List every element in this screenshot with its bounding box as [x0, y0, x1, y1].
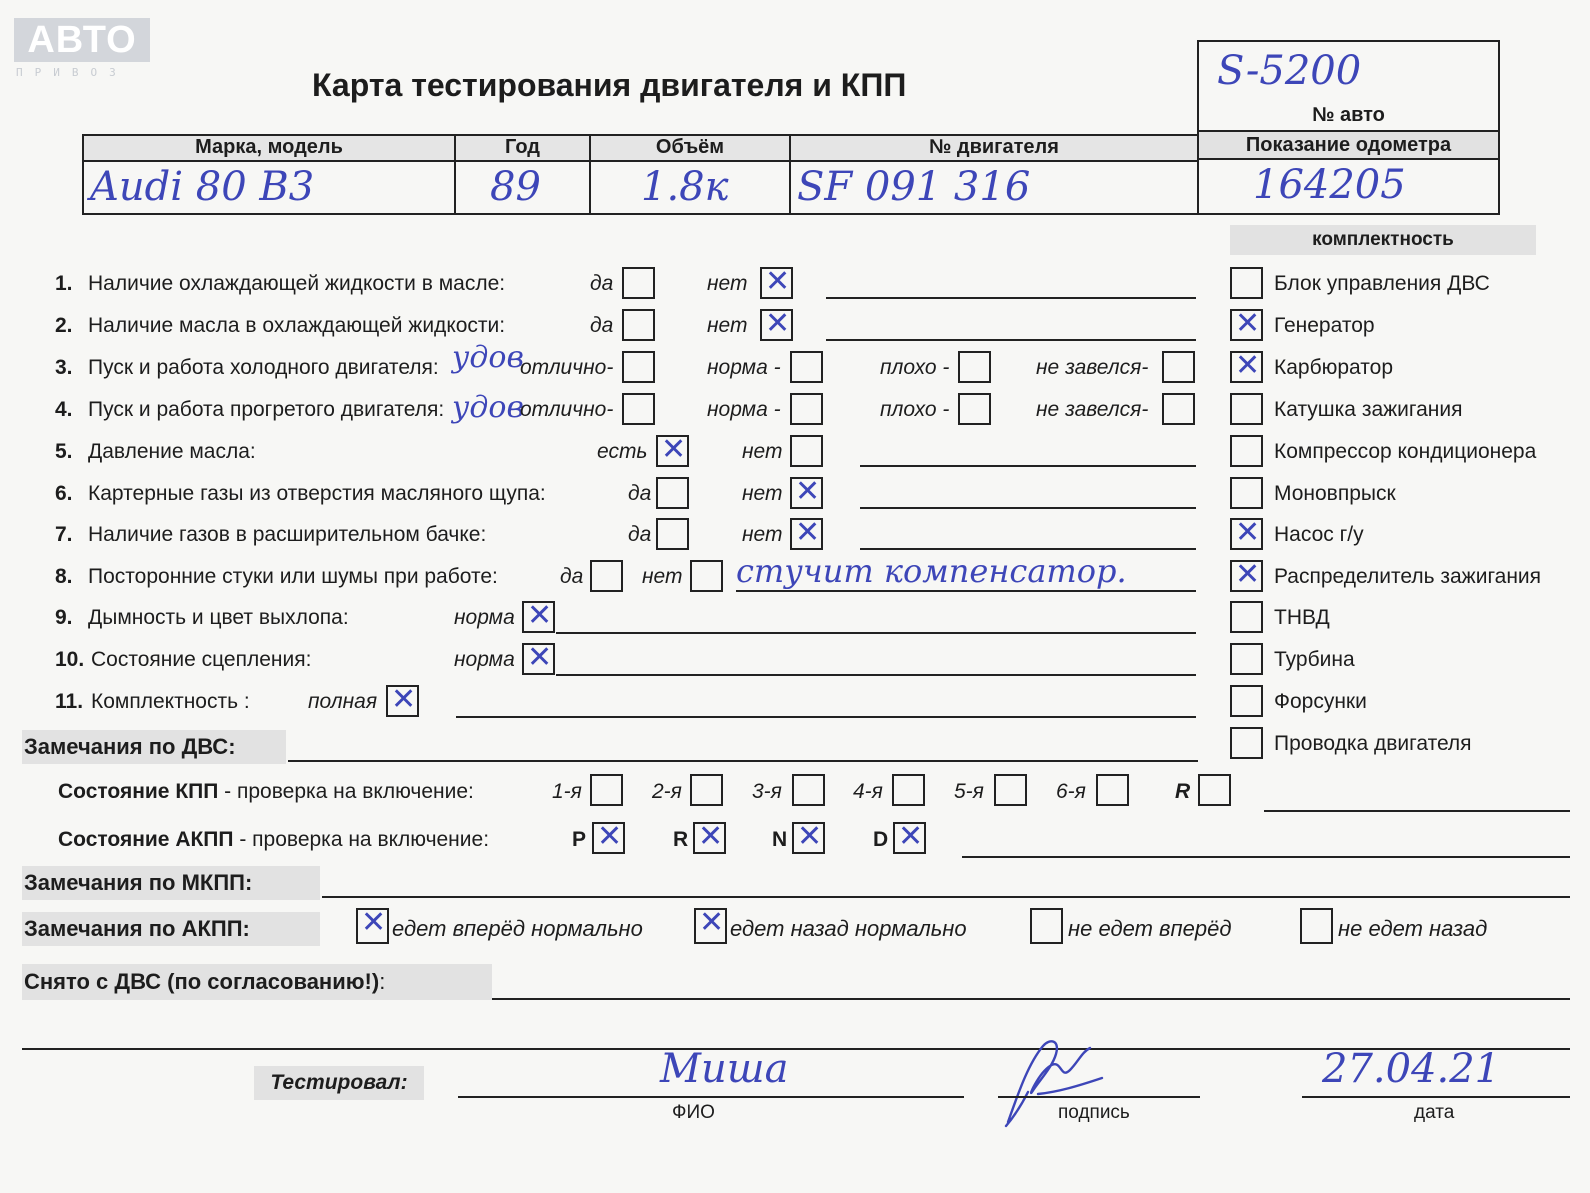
- engine-no-label: № двигателя: [791, 136, 1197, 162]
- gear-r-checkbox[interactable]: [1198, 774, 1231, 806]
- date-line[interactable]: [1302, 1096, 1570, 1098]
- row-7-yes-checkbox[interactable]: [656, 518, 689, 550]
- row-6-no-label: нет: [742, 482, 783, 505]
- date-label: дата: [1414, 1102, 1455, 1123]
- comp-ignition-coil-checkbox[interactable]: [1230, 393, 1263, 425]
- comp-mono-injection-label: Моновпрыск: [1274, 482, 1396, 505]
- row-3-not-started-checkbox[interactable]: [1162, 351, 1195, 383]
- engine-no-cell: [791, 136, 1197, 213]
- odometer-label: Показание одометра: [1199, 132, 1498, 158]
- volume-value[interactable]: 1.8к: [641, 164, 729, 210]
- akpp-no-forward-checkbox[interactable]: [1030, 908, 1063, 944]
- row-3-excellent-label: отлично-: [520, 356, 614, 379]
- row-6-no-checkbox[interactable]: [790, 477, 823, 509]
- gear-2-label: 2-я: [652, 780, 682, 803]
- row-4-normal-checkbox[interactable]: [790, 393, 823, 425]
- row-4-normal-label: норма -: [707, 398, 781, 421]
- row-4-not-started-label: не завелся-: [1036, 398, 1149, 421]
- comp-distributor-label: Распределитель зажигания: [1274, 565, 1542, 588]
- row-3-number: 3.: [55, 356, 73, 379]
- akpp-notes-line[interactable]: [962, 856, 1570, 858]
- akpp-forward-ok-checkbox[interactable]: [356, 908, 389, 944]
- gear-1-checkbox[interactable]: [590, 774, 623, 806]
- row-2-number: 2.: [55, 314, 73, 337]
- mkpp-remarks-label: Замечания по МКПП:: [22, 866, 320, 900]
- row-1-notes-line[interactable]: [826, 297, 1196, 299]
- akpp-n-checkbox[interactable]: [792, 822, 825, 854]
- make-model-value[interactable]: Audi 80 B3: [90, 164, 315, 210]
- row-4-bad-checkbox[interactable]: [958, 393, 991, 425]
- row-2-no-label: нет: [707, 314, 748, 337]
- gear-6-checkbox[interactable]: [1096, 774, 1129, 806]
- row-3-not-started-label: не завелся-: [1036, 356, 1149, 379]
- row-6-number: 6.: [55, 482, 73, 505]
- row-1-label: Наличие охлаждающей жидкости в масле:: [88, 272, 506, 295]
- comp-turbine-checkbox[interactable]: [1230, 643, 1263, 675]
- comp-carburetor-label: Карбюратор: [1274, 356, 1394, 379]
- row-11-full-label: полная: [308, 690, 378, 713]
- kpp-notes-line[interactable]: [1264, 810, 1570, 812]
- row-7-no-label: нет: [742, 523, 783, 546]
- dvs-remarks-label: Замечания по ДВС:: [22, 730, 286, 764]
- year-cell: [456, 136, 591, 213]
- row-3-handwritten-note: удов: [452, 340, 524, 375]
- gear-r-label: R: [1175, 780, 1191, 803]
- gear-4-label: 4-я: [853, 780, 883, 803]
- akpp-no-forward-label: не едет вперёд: [1068, 916, 1232, 941]
- comp-ignition-coil-label: Катушка зажигания: [1274, 398, 1463, 421]
- row-7-notes-line[interactable]: [860, 548, 1196, 550]
- row-9-normal-checkbox[interactable]: [522, 601, 555, 633]
- row-7-label: Наличие газов в расширительном бачке:: [88, 523, 487, 546]
- row-9-number: 9.: [55, 606, 73, 629]
- row-5-number: 5.: [55, 440, 73, 463]
- row-8-number: 8.: [55, 565, 73, 588]
- mkpp-remarks-line[interactable]: [322, 896, 1570, 898]
- akpp-no-reverse-checkbox[interactable]: [1300, 908, 1333, 944]
- row-4-excellent-label: отлично-: [520, 398, 614, 421]
- fio-line[interactable]: [458, 1096, 964, 1098]
- row-8-no-label: нет: [642, 565, 683, 588]
- row-3-normal-label: норма -: [707, 356, 781, 379]
- akpp-r-label: R: [673, 828, 689, 851]
- volume-cell: [591, 136, 791, 213]
- row-8-notes-line[interactable]: [736, 590, 1196, 592]
- removed-label: [22, 964, 492, 1000]
- row-5-notes-line[interactable]: [860, 465, 1196, 467]
- comp-wiring-label: Проводка двигателя: [1274, 732, 1472, 755]
- comp-turbine-label: Турбина: [1274, 648, 1355, 671]
- row-11-full-checkbox[interactable]: [386, 685, 419, 717]
- odometer-box: [1197, 40, 1500, 215]
- comp-injectors-label: Форсунки: [1274, 690, 1367, 713]
- gear-3-label: 3-я: [752, 780, 782, 803]
- row-3-label: Пуск и работа холодного двигателя:: [88, 356, 439, 379]
- row-1-no-label: нет: [707, 272, 748, 295]
- row-11-label: Комплектность :: [91, 690, 250, 713]
- akpp-r-checkbox[interactable]: [693, 822, 726, 854]
- row-10-normal-label: норма: [454, 648, 515, 671]
- row-11-notes-line[interactable]: [456, 716, 1196, 718]
- akpp-label: [58, 828, 489, 852]
- dvs-remarks-line[interactable]: [288, 760, 1198, 762]
- row-2-notes-line[interactable]: [826, 339, 1196, 341]
- gear-1-label: 1-я: [552, 780, 582, 803]
- row-2-yes-label: да: [590, 314, 614, 337]
- row-4-label: Пуск и работа прогретого двигателя:: [88, 398, 445, 421]
- row-8-yes-label: да: [560, 565, 584, 588]
- removed-label-rest: :: [379, 969, 386, 994]
- comp-ecu-checkbox[interactable]: [1230, 267, 1263, 299]
- comp-wiring-checkbox[interactable]: [1230, 727, 1263, 759]
- row-7-yes-label: да: [628, 523, 652, 546]
- gear-5-checkbox[interactable]: [994, 774, 1027, 806]
- akpp-p-checkbox[interactable]: [592, 822, 625, 854]
- gear-5-label: 5-я: [954, 780, 984, 803]
- signature-label: подпись: [1058, 1102, 1130, 1123]
- row-6-label: Картерные газы из отверстия масляного щупа:: [88, 482, 546, 505]
- row-6-yes-label: да: [628, 482, 652, 505]
- row-5-yes-label: есть: [597, 440, 648, 463]
- gear-6-label: 6-я: [1056, 780, 1086, 803]
- row-3-normal-checkbox[interactable]: [790, 351, 823, 383]
- akpp-no-reverse-label: не едет назад: [1338, 916, 1488, 941]
- removed-label-bold: Снято с ДВС (по согласованию!): [24, 969, 380, 994]
- fio-label: ФИО: [672, 1102, 715, 1123]
- page-title: Карта тестирования двигателя и КПП: [312, 67, 907, 103]
- akpp-d-label: D: [873, 828, 889, 851]
- fio-value[interactable]: Миша: [660, 1046, 789, 1092]
- avto-no-value[interactable]: S-5200: [1217, 48, 1362, 94]
- row-9-label: Дымность и цвет выхлопа:: [88, 606, 349, 629]
- comp-tnvd-label: ТНВД: [1274, 606, 1330, 629]
- kpp-label-rest: - проверка на включение:: [218, 780, 474, 803]
- row-5-no-checkbox[interactable]: [790, 435, 823, 467]
- row-7-no-checkbox[interactable]: [790, 518, 823, 550]
- comp-generator-label: Генератор: [1274, 314, 1375, 337]
- kpp-label: [58, 780, 474, 804]
- tested-by-label: Тестировал:: [254, 1066, 424, 1100]
- row-1-yes-checkbox[interactable]: [622, 267, 655, 299]
- row-5-no-label: нет: [742, 440, 783, 463]
- avto-no-label: № авто: [1312, 104, 1385, 126]
- akpp-label-rest: - проверка на включение:: [233, 828, 490, 851]
- row-3-bad-checkbox[interactable]: [958, 351, 991, 383]
- row-4-number: 4.: [55, 398, 73, 421]
- gear-4-checkbox[interactable]: [892, 774, 925, 806]
- comp-ps-pump-checkbox[interactable]: [1230, 518, 1263, 550]
- row-9-normal-label: норма: [454, 606, 515, 629]
- make-model-label: Марка, модель: [84, 136, 454, 162]
- row-1-yes-label: да: [590, 272, 614, 295]
- row-6-yes-checkbox[interactable]: [656, 477, 689, 509]
- row-2-no-checkbox[interactable]: [760, 309, 793, 341]
- row-2-yes-checkbox[interactable]: [622, 309, 655, 341]
- row-5-label: Давление масла:: [88, 440, 256, 463]
- kpp-label-bold: Состояние КПП: [58, 780, 219, 803]
- comp-ps-pump-label: Насос г/у: [1274, 523, 1364, 546]
- row-10-normal-checkbox[interactable]: [522, 643, 555, 675]
- comp-ac-compressor-checkbox[interactable]: [1230, 435, 1263, 467]
- akpp-p-label: P: [572, 828, 587, 851]
- row-8-handwritten-note: стучит компенсатор.: [736, 552, 1127, 590]
- comp-injectors-checkbox[interactable]: [1230, 685, 1263, 717]
- row-11-number: 11.: [55, 690, 84, 713]
- row-8-yes-checkbox[interactable]: [590, 560, 623, 592]
- comp-carburetor-checkbox[interactable]: [1230, 351, 1263, 383]
- row-4-bad-label: плохо -: [880, 398, 950, 421]
- comp-distributor-checkbox[interactable]: [1230, 560, 1263, 592]
- row-4-excellent-checkbox[interactable]: [622, 393, 655, 425]
- year-label: Год: [456, 136, 589, 162]
- date-value[interactable]: 27.04.21: [1322, 1046, 1501, 1092]
- row-8-no-checkbox[interactable]: [690, 560, 723, 592]
- comp-mono-injection-checkbox[interactable]: [1230, 477, 1263, 509]
- row-3-bad-label: плохо -: [880, 356, 950, 379]
- row-8-label: Посторонние стуки или шумы при работе:: [88, 565, 498, 588]
- akpp-n-label: N: [772, 828, 788, 851]
- akpp-forward-ok-label: едет вперёд нормально: [392, 916, 643, 941]
- row-6-notes-line[interactable]: [860, 507, 1196, 509]
- gear-2-checkbox[interactable]: [690, 774, 723, 806]
- row-10-label: Состояние сцепления:: [91, 648, 312, 671]
- akpp-label-bold: Состояние АКПП: [58, 828, 234, 851]
- volume-label: Объём: [591, 136, 789, 162]
- engine-no-value[interactable]: SF 091 316: [797, 164, 1031, 210]
- row-4-not-started-checkbox[interactable]: [1162, 393, 1195, 425]
- year-value[interactable]: 89: [490, 164, 541, 210]
- comp-tnvd-checkbox[interactable]: [1230, 601, 1263, 633]
- vehicle-info-table: [82, 134, 1199, 215]
- row-2-label: Наличие масла в охлаждающей жидкости:: [88, 314, 506, 337]
- row-1-number: 1.: [55, 272, 73, 295]
- make-model-cell: [84, 136, 456, 213]
- removed-line-1[interactable]: [492, 998, 1570, 1000]
- row-10-number: 10.: [55, 648, 85, 671]
- akpp-reverse-ok-checkbox[interactable]: [694, 908, 727, 944]
- akpp-d-checkbox[interactable]: [893, 822, 926, 854]
- row-5-yes-checkbox[interactable]: [656, 435, 689, 467]
- gear-3-checkbox[interactable]: [792, 774, 825, 806]
- row-9-notes-line[interactable]: [556, 632, 1196, 634]
- completeness-title: комплектность: [1230, 225, 1536, 255]
- akpp-remarks-label: Замечания по АКПП:: [22, 912, 320, 946]
- comp-generator-checkbox[interactable]: [1230, 309, 1263, 341]
- row-10-notes-line[interactable]: [556, 674, 1196, 676]
- row-3-excellent-checkbox[interactable]: [622, 351, 655, 383]
- signature-line[interactable]: [998, 1096, 1200, 1098]
- row-4-handwritten-note: удов: [452, 390, 524, 425]
- akpp-reverse-ok-label: едет назад нормально: [730, 916, 967, 941]
- row-7-number: 7.: [55, 523, 73, 546]
- comp-ecu-label: Блок управления ДВС: [1274, 272, 1490, 295]
- row-1-no-checkbox[interactable]: [760, 267, 793, 299]
- brand-logo-sub: ПРИВОЗ: [16, 66, 128, 79]
- brand-logo: АВТО: [14, 18, 150, 62]
- odometer-value[interactable]: 164205: [1253, 162, 1406, 208]
- comp-ac-compressor-label: Компрессор кондиционера: [1274, 440, 1537, 463]
